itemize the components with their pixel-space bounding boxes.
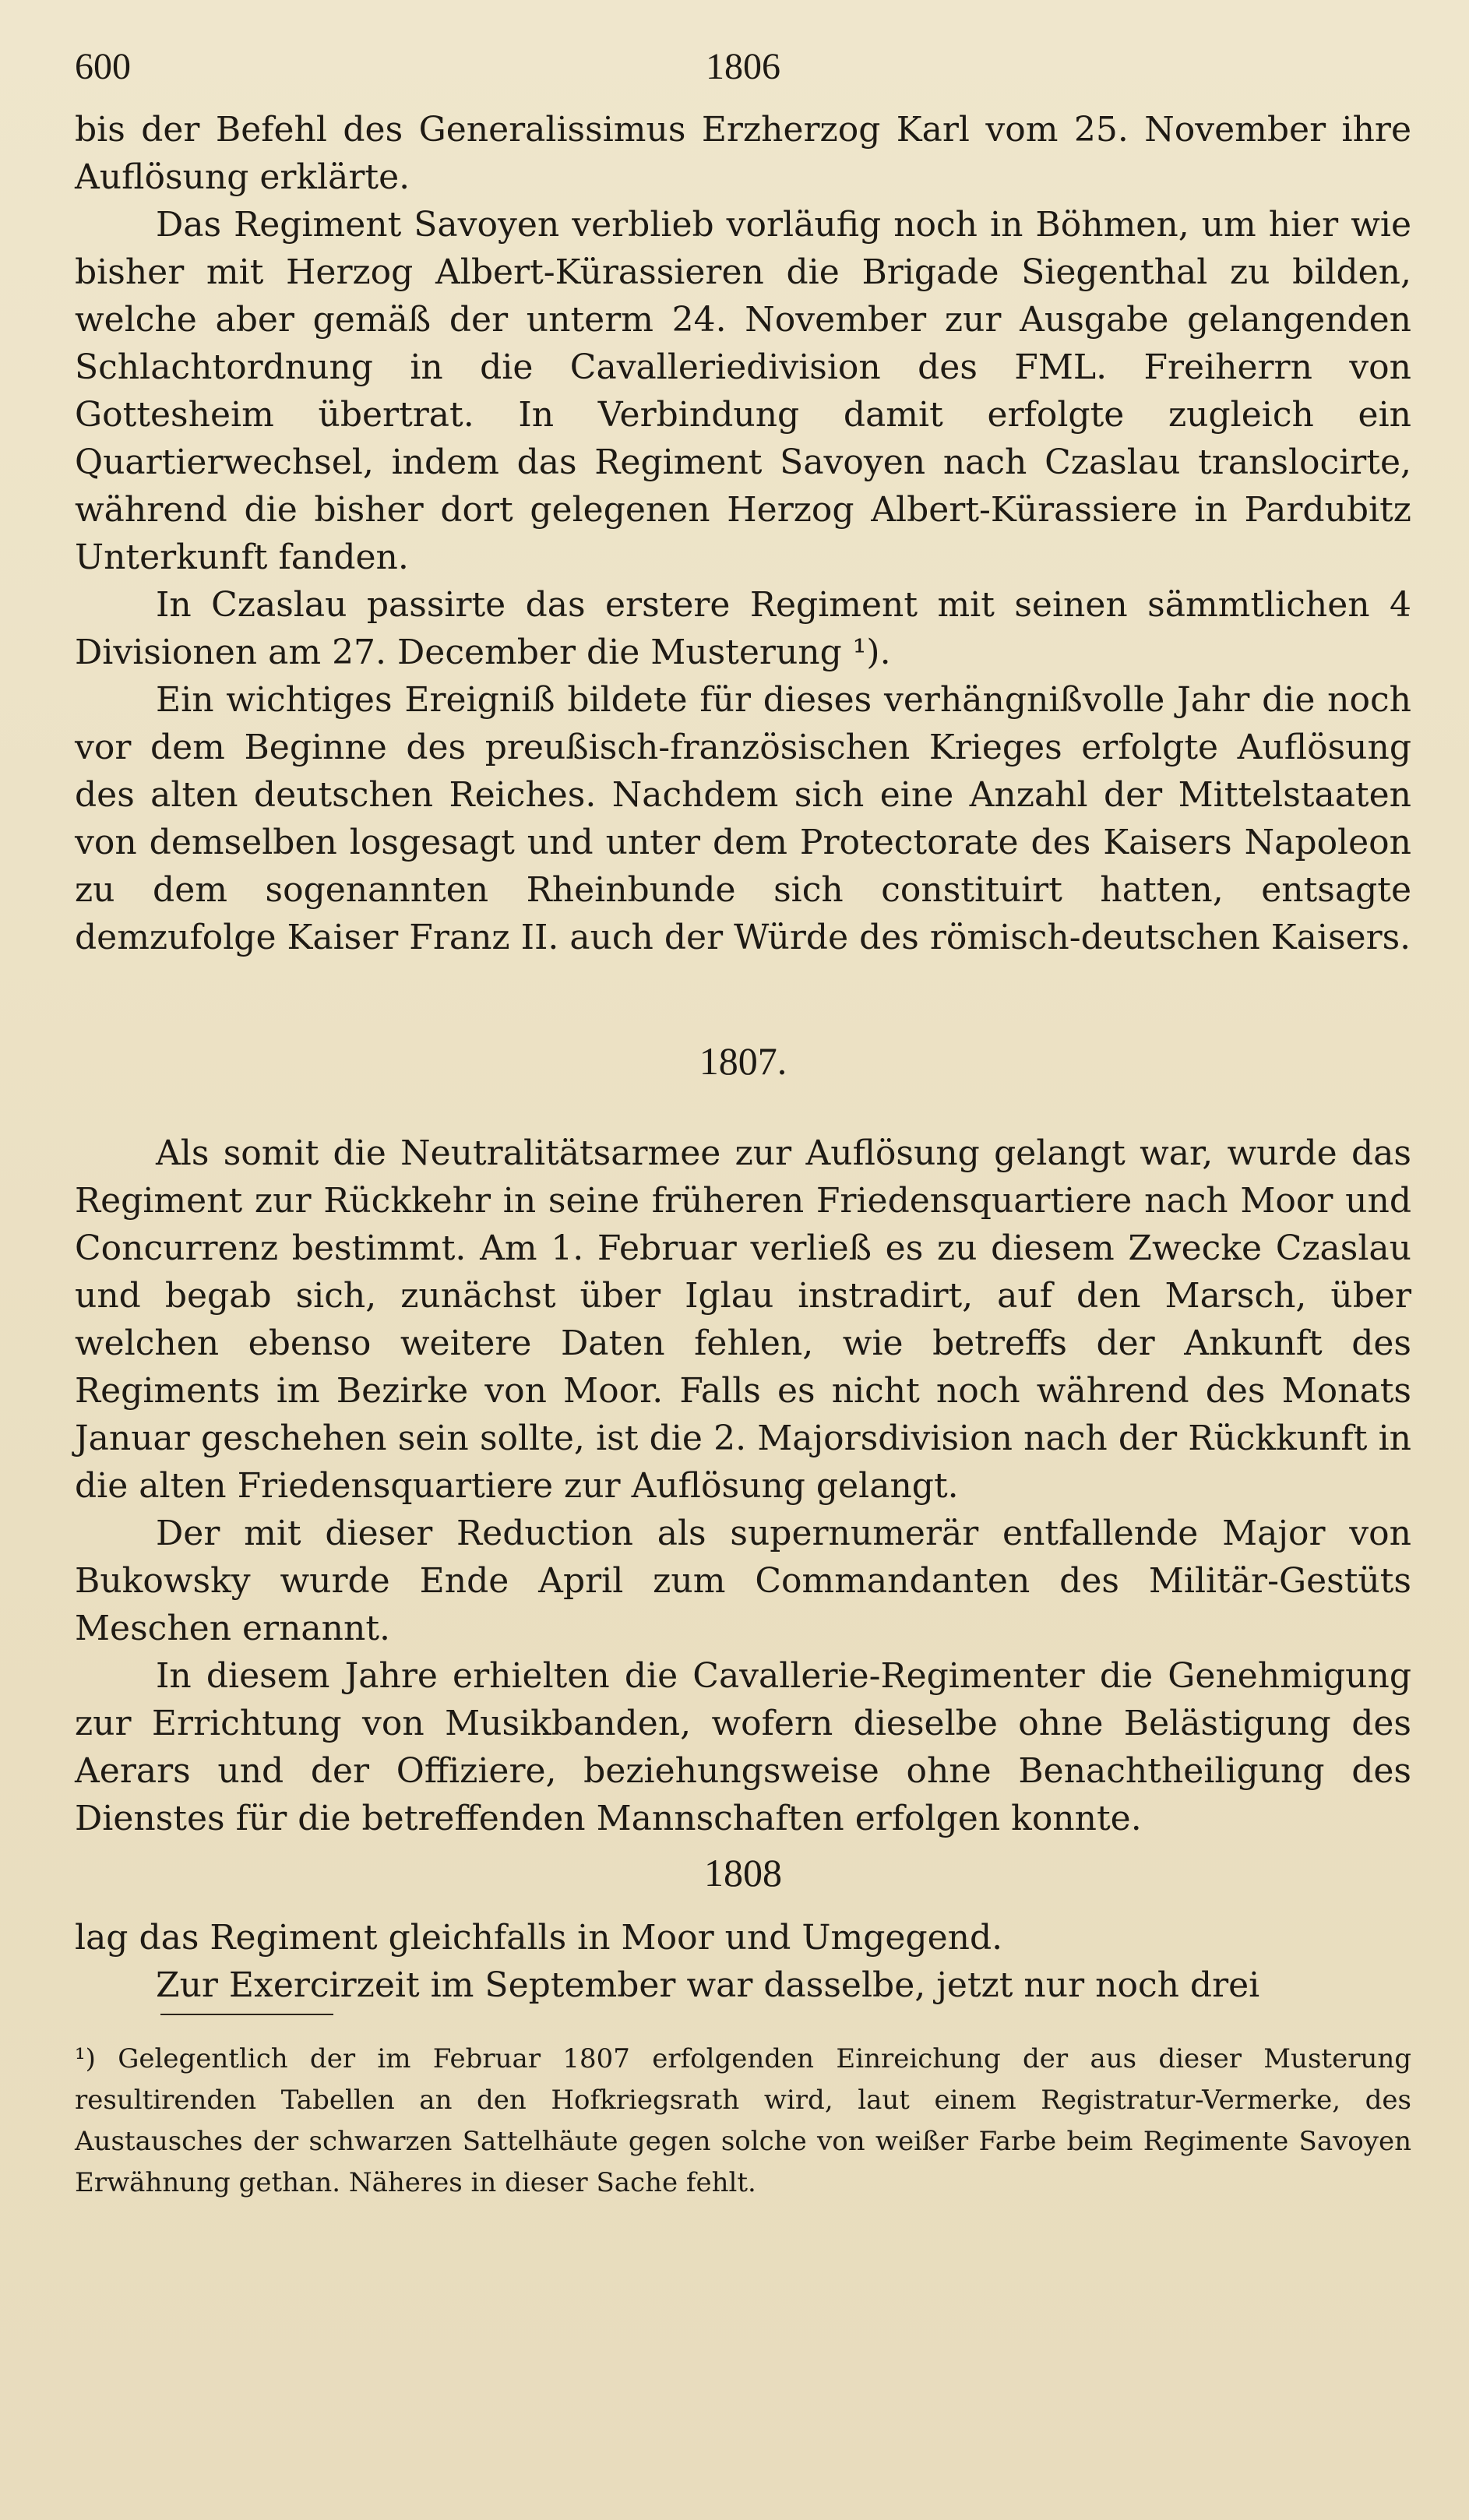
paragraph: bis der Befehl des Generalissimus Erzherzog Karl vom 25. November ihre Auflösung erklärte. <box>75 110 1411 197</box>
footnote-text: Gelegentlich der im Februar 1807 erfolgenden Einreichung der aus dieser Musterung resultirenden Tabellen an den Hofkriegsrath wird, laut einem Registratur-Vermerke, des Austausches der schwarzen Sattelhäute gegen solche von weißer Farbe beim Regimente Savoyen Erwähnung gethan. Näheres in dieser Sache fehlt. <box>75 2043 1412 2198</box>
paragraph: Der mit dieser Reduction als supernumerär entfallende Major von Bukowsky wurde Ende April zum Commandanten des Militär-Gestüts Meschen ernannt. <box>75 1514 1411 1648</box>
paragraph: In diesem Jahre erhielten die Cavallerie-Regimenter die Genehmigung zur Errichtung von Musikbanden, wofern dieselbe ohne Belästigung des Aerars und der Offiziere, beziehungsweise ohne Benachtheiligung des Dienstes für die betreffenden Mannschaften erfolgen konnte. <box>75 1656 1411 1838</box>
footnote-marker: ¹) <box>75 2043 96 2074</box>
running-head-year: 1806 <box>706 46 780 87</box>
section-1807-text <box>75 1130 1411 1842</box>
section-1806-text <box>75 106 1411 961</box>
paragraph: lag das Regiment gleichfalls in Moor und Umgegend. <box>75 1918 1003 1958</box>
paragraph: In Czaslau passirte das erstere Regiment mit seinen sämmtlichen 4 Divisionen am 27. December die Musterung ¹). <box>75 585 1411 672</box>
year-heading-1807: 1807. <box>699 1039 787 1083</box>
footnote-separator-rule <box>160 2014 333 2015</box>
paragraph: Das Regiment Savoyen verblieb vorläufig noch in Böhmen, um hier wie bisher mit Herzog Albert-Kürassieren die Brigade Siegenthal zu bilden, welche aber gemäß der unterm 24. November zur Ausgabe gelangenden Schlachtordnung in die Cavalleriedivision des FML. Freiherrn von Gottesheim übertrat. In Verbindung damit erfolgte zugleich ein Quartierwechsel, indem das Regiment Savoyen nach Czaslau translocirte, während die bisher dort gelegenen Herzog Albert-Kürassiere in Pardubitz Unterkunft fanden. <box>75 205 1411 577</box>
page-header <box>75 45 1411 92</box>
year-heading-1808: 1808 <box>704 1851 782 1894</box>
footnote <box>75 2039 1411 2204</box>
paragraph: Zur Exercirzeit im September war dasselbe, jetzt nur noch drei <box>156 1965 1260 2005</box>
paragraph: Ein wichtiges Ereigniß bildete für dieses verhängnißvolle Jahr die noch vor dem Beginne des preußisch-französischen Krieges erfolgte Auflösung des alten deutschen Reiches. Nachdem sich eine Anzahl der Mittelstaaten von demselben losgesagt und unter dem Protectorate des Kaisers Napoleon zu dem sogenannten Rheinbunde sich constituirt hatten, entsagte demzufolge Kaiser Franz II. auch der Würde des römisch-deutschen Kaisers. <box>75 680 1411 957</box>
page-number: 600 <box>75 46 131 87</box>
paragraph: Als somit die Neutralitätsarmee zur Auflösung gelangt war, wurde das Regiment zur Rückkehr in seine früheren Friedensquartiere nach Moor und Concurrenz bestimmt. Am 1. Februar verließ es zu diesem Zwecke Czaslau und begab sich, zunächst über Iglau instradirt, auf den Marsch, über welchen ebenso weitere Daten fehlen, wie betreffs der Ankunft des Regiments im Bezirke von Moor. Falls es nicht noch während des Monats Januar geschehen sein sollte, ist die 2. Majorsdivision nach der Rückkunft in die alten Friedensquartiere zur Auflösung gelangt. <box>75 1133 1411 1506</box>
section-1808-text <box>75 1914 1411 2009</box>
